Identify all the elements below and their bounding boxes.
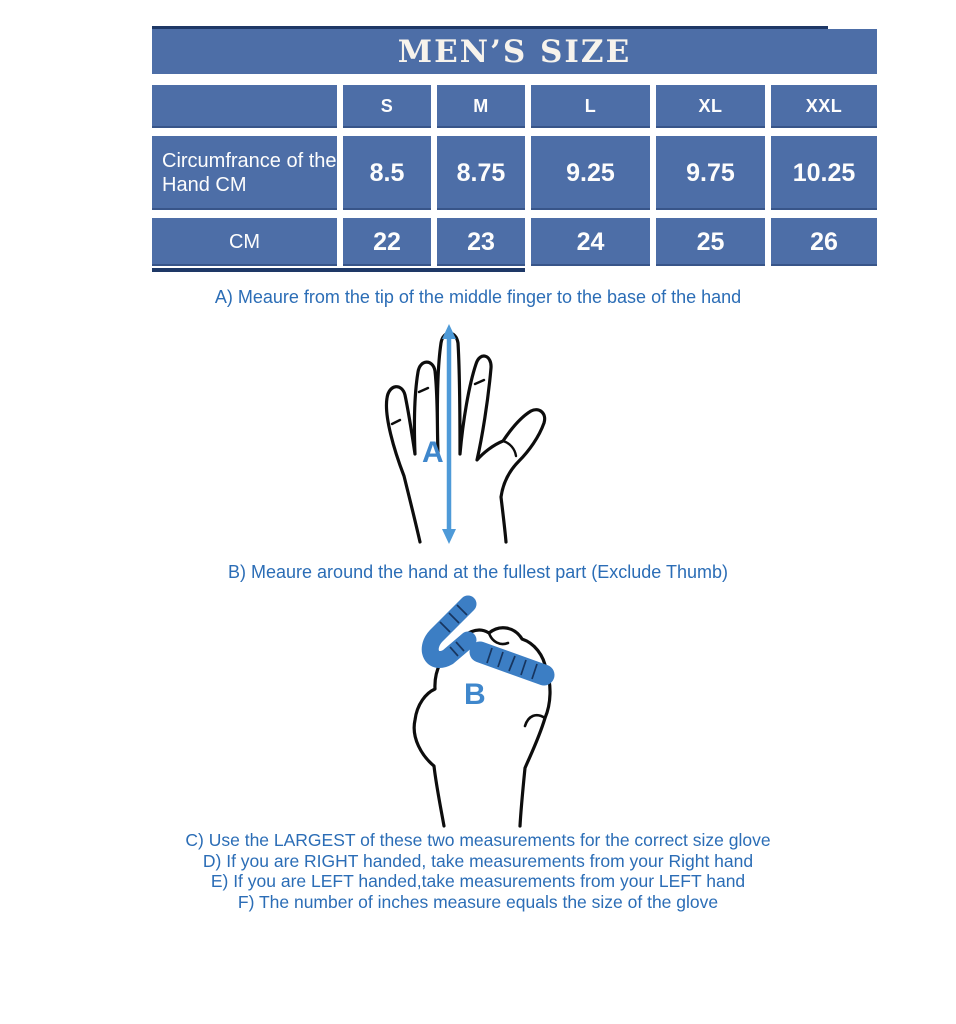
row-label-cm: CM (152, 218, 337, 266)
instruction-a: A) Meaure from the tip of the middle finger to the base of the hand (214, 287, 742, 307)
circumference-value-l: 9.25 (531, 136, 650, 210)
size-table-grid (152, 85, 877, 266)
fist-measuring-tape-icon (398, 590, 570, 835)
fist-b-label: B (464, 678, 486, 711)
instruction-d: D) If you are RIGHT handed, take measurements from your Right hand (202, 850, 754, 871)
size-table (152, 26, 877, 266)
col-header-l: L (531, 85, 650, 128)
circumference-value-xxl: 10.25 (771, 136, 877, 210)
instruction-c: C) Use the LARGEST of these two measurements for the correct size glove (185, 830, 771, 850)
circumference-value-m: 8.75 (437, 136, 525, 210)
circumference-value-xl: 9.75 (656, 136, 765, 210)
instructions-c-f (0, 830, 956, 912)
cm-value-s: 22 (343, 218, 431, 266)
col-header-s: S (343, 85, 431, 128)
open-hand-length-arrow-icon (372, 312, 562, 552)
cm-value-xxl: 26 (771, 218, 877, 266)
row-label-circumference: Circumfrance of the Hand CM (152, 136, 337, 210)
table-bottom-accent-line (152, 268, 525, 272)
col-header-m: M (437, 85, 525, 128)
cm-value-xl: 25 (656, 218, 765, 266)
instruction-f: F) The number of inches measure equals the size of the glove (237, 891, 719, 912)
instruction-b: B) Meaure around the hand at the fullest part (Exclude Thumb) (228, 562, 728, 582)
cm-value-l: 24 (531, 218, 650, 266)
corner-cell (152, 85, 337, 128)
instruction-e: E) If you are LEFT handed,take measurements from your LEFT hand (210, 871, 746, 891)
hand-a-label: A (422, 436, 444, 469)
circumference-value-s: 8.5 (343, 136, 431, 210)
cm-value-m: 23 (437, 218, 525, 266)
col-header-xxl: XXL (771, 85, 877, 128)
col-header-xl: XL (656, 85, 765, 128)
table-title: MEN’S SIZE (152, 29, 877, 74)
